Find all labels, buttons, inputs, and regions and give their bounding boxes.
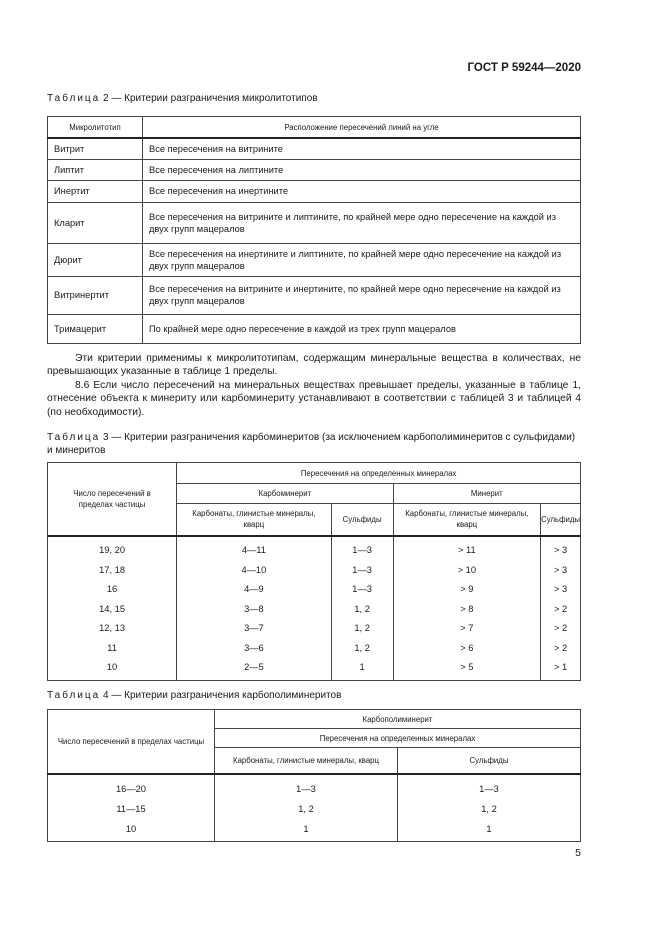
cell-count: 16 (48, 580, 177, 600)
table-row (48, 560, 581, 580)
table-row (48, 243, 581, 276)
cell-count: 19, 20 (48, 536, 177, 561)
page-number: 5 (575, 847, 581, 859)
cell-value: > 9 (393, 580, 540, 600)
table3-caption-label: Таблица (47, 432, 101, 443)
table-header-row (48, 710, 581, 729)
cell-count: 11—15 (48, 799, 215, 819)
column-header-intersections: Расположение пересечений линий на угле (143, 117, 581, 139)
column-header-sulfides: Сульфиды (541, 504, 581, 536)
cell-name: Дюрит (48, 243, 143, 276)
table3-caption-text: 3 — Критерии разграничения карбоминеритов (за исключением карбополиминеритов с сульфидами) и минеритов (47, 432, 576, 456)
cell-description: Все пересечения на липтините (143, 159, 581, 180)
paragraph: Эти критерии применимы к микролитотипам, содержащим минеральные вещества в количествах, не превышающих указанные в таблице 1 пределы. (47, 353, 581, 378)
cell-value: 1, 2 (331, 638, 393, 658)
cell-value: 1—3 (331, 580, 393, 600)
table-row (48, 202, 581, 243)
cell-value: 3—7 (177, 619, 331, 639)
cell-value: 1—3 (398, 774, 581, 799)
cell-value: 4—10 (177, 560, 331, 580)
body-text (47, 352, 581, 419)
column-header-minerite: Минерит (393, 484, 580, 504)
cell-count: 14, 15 (48, 599, 177, 619)
cell-value: > 6 (393, 638, 540, 658)
cell-value: 1, 2 (331, 619, 393, 639)
cell-count: 17, 18 (48, 560, 177, 580)
table-row (48, 580, 581, 600)
cell-value: > 10 (393, 560, 540, 580)
cell-value: > 1 (541, 658, 581, 681)
table2-caption-text: 2 — Критерии разграничения микролитотипов (100, 93, 318, 104)
table-row (48, 536, 581, 561)
table2-caption (47, 92, 318, 105)
cell-value: 1, 2 (215, 799, 398, 819)
table-row (48, 774, 581, 799)
column-header-microlithotype: Микролитотип (48, 117, 143, 139)
cell-value: > 3 (541, 536, 581, 561)
cell-name: Витринертит (48, 276, 143, 314)
cell-description: Все пересечения на витрините и липтините, по крайней мере одно пересечение на каждой из двух групп мацералов (143, 202, 581, 243)
cell-value: 3—6 (177, 638, 331, 658)
table-row (48, 799, 581, 819)
table-header-row (48, 117, 581, 139)
column-header-intersections-count: Число пересечений в пределах частицы (48, 710, 215, 774)
cell-value: 1—3 (331, 536, 393, 561)
cell-value: 1 (215, 819, 398, 842)
column-subgroup-header: Пересечения на определенных минералах (215, 729, 581, 748)
cell-value: > 8 (393, 599, 540, 619)
column-header-intersections-count: Число пересечений в пределах частицы (48, 463, 177, 536)
table-header-row (48, 463, 581, 484)
cell-value: > 3 (541, 560, 581, 580)
cell-description: Все пересечения на витрините (143, 138, 581, 159)
table-row (48, 314, 581, 343)
cell-value: > 7 (393, 619, 540, 639)
table-carbopolyminerites (47, 709, 581, 842)
column-header-carbonates: Карбонаты, глинистые минералы, кварц (177, 504, 331, 536)
table-microlithotypes (47, 116, 581, 344)
cell-value: 1—3 (331, 560, 393, 580)
cell-value: 1 (331, 658, 393, 681)
cell-description: Все пересечения на витрините и инертините, по крайней мере одно пересечение на каждой из двух групп мацералов (143, 276, 581, 314)
cell-name: Тримацерит (48, 314, 143, 343)
column-header-carbominerite: Карбоминерит (177, 484, 393, 504)
table-row (48, 819, 581, 842)
cell-count: 12, 13 (48, 619, 177, 639)
cell-name: Витрит (48, 138, 143, 159)
table-row (48, 180, 581, 202)
table4-caption (47, 689, 341, 702)
column-group-header: Карбополиминерит (215, 710, 581, 729)
cell-count: 10 (48, 658, 177, 681)
table2-caption-label: Таблица (47, 93, 101, 104)
cell-count: 11 (48, 638, 177, 658)
cell-count: 10 (48, 819, 215, 842)
cell-value: 3—8 (177, 599, 331, 619)
cell-value: > 11 (393, 536, 540, 561)
cell-value: > 2 (541, 599, 581, 619)
document-id: ГОСТ Р 59244—2020 (467, 62, 581, 74)
cell-value: > 2 (541, 619, 581, 639)
table-row (48, 658, 581, 681)
cell-name: Кларит (48, 202, 143, 243)
cell-value: 2—5 (177, 658, 331, 681)
column-header-sulfides: Сульфиды (331, 504, 393, 536)
cell-value: > 3 (541, 580, 581, 600)
table4-caption-text: 4 — Критерии разграничения карбополиминеритов (100, 690, 342, 701)
table-row (48, 159, 581, 180)
cell-value: 1 (398, 819, 581, 842)
cell-value: 1—3 (215, 774, 398, 799)
table3-caption (47, 431, 581, 457)
cell-value: > 2 (541, 638, 581, 658)
paragraph: 8.6 Если число пересечений на минеральных веществах превышает пределы, указанные в таблице 1, отнесение объекта к минериту или карбоминериту устанавливают в соответствии с таблицей 3 и таблицей 4 (по необходимости). (47, 379, 581, 418)
table-row (48, 138, 581, 159)
table-row (48, 619, 581, 639)
cell-name: Инертит (48, 180, 143, 202)
table4-caption-label: Таблица (47, 690, 101, 701)
table-row (48, 638, 581, 658)
cell-value: 1, 2 (398, 799, 581, 819)
cell-description: По крайней мере одно пересечение в каждой из трех групп мацералов (143, 314, 581, 343)
cell-name: Липтит (48, 159, 143, 180)
column-header-carbonates: Карбонаты, глинистые минералы, кварц (393, 504, 540, 536)
cell-value: 4—9 (177, 580, 331, 600)
cell-description: Все пересечения на инертините (143, 180, 581, 202)
table-row (48, 276, 581, 314)
cell-value: 1, 2 (331, 599, 393, 619)
column-header-carbonates: Карбонаты, глинистые минералы, кварц (215, 748, 398, 774)
cell-value: 4—11 (177, 536, 331, 561)
column-group-header: Пересечения на определенных минералах (177, 463, 581, 484)
column-header-sulfides: Сульфиды (398, 748, 581, 774)
table-carbominerites (47, 462, 581, 681)
cell-description: Все пересечения на инертините и липтините, по крайней мере одно пересечение на каждой из двух групп мацералов (143, 243, 581, 276)
cell-count: 16—20 (48, 774, 215, 799)
table-row (48, 599, 581, 619)
cell-value: > 5 (393, 658, 540, 681)
